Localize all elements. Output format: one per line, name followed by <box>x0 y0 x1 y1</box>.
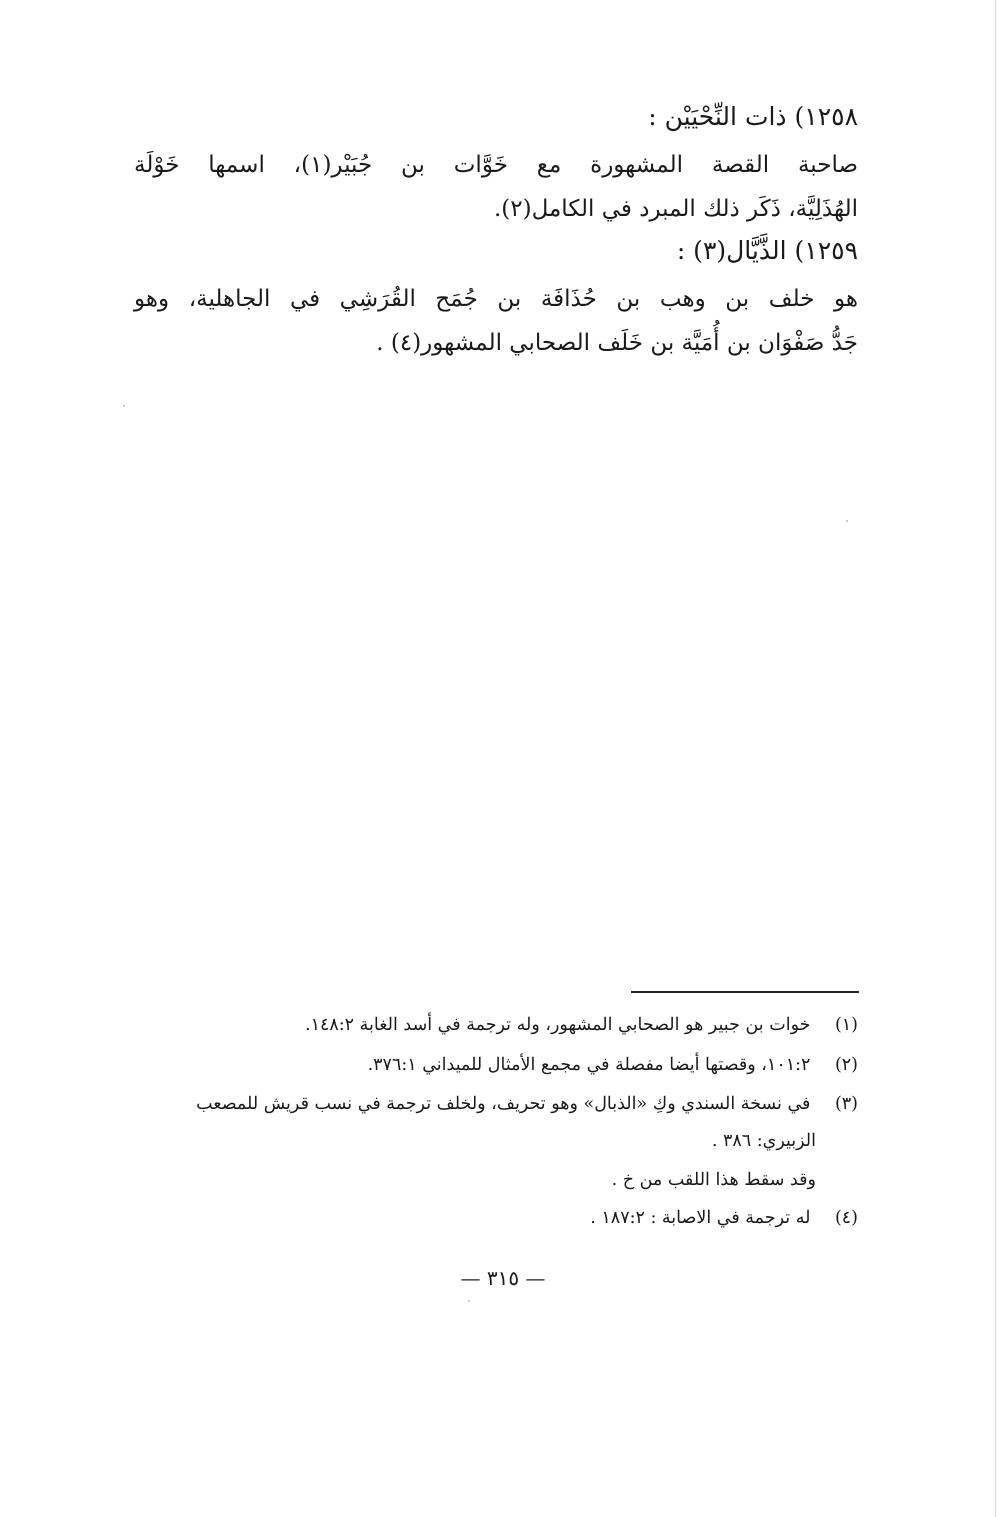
footnote-number: (٣) <box>834 1094 858 1114</box>
footnote-number: (١) <box>834 1015 858 1035</box>
page-number: — ٣١٥ — <box>460 1266 546 1290</box>
footnote-continuation: وقد سقط هذا اللقب من خ . <box>611 1170 816 1190</box>
footnote-text: ١٠١:٢، وقصتها أيضا مفصلة في مجمع الأمثال للميداني ٣٧٦:١. <box>367 1055 811 1075</box>
scan-speck <box>846 520 848 522</box>
footnote-text: في نسخة السندي وكِ «الذبال» وهو تحريف، ولخلف ترجمة في نسب قريش للمصعب <box>196 1094 811 1114</box>
footnote-continuation: الزبيري: ٣٨٦ . <box>711 1131 816 1151</box>
footnote-text: خوات بن جبير هو الصحابي المشهور، وله ترجمة في أسد الغابة ١٤٨:٢. <box>304 1015 811 1035</box>
footnote <box>590 1208 858 1228</box>
scan-speck <box>123 405 125 407</box>
entry-body-line: جَدُّ صَفْوَان بن أُمَيَّة بن خَلَف الصحابي المشهور(٤) . <box>376 330 858 356</box>
entry-body-line: هو خلف بن وهب بن حُذَافَة بن جُمَح القُرَشِي في الجاهلية، وهو <box>134 286 858 312</box>
footnote <box>368 1055 858 1075</box>
footnote-separator <box>631 991 859 993</box>
entry-number: ١٢٥٩) <box>794 236 858 265</box>
footnote-text: له ترجمة في الاصابة : ١٨٧:٢ . <box>590 1208 811 1228</box>
footnote <box>196 1094 858 1114</box>
entry-heading <box>648 102 858 131</box>
entry-title: ذات النِّحْيَيْن : <box>648 102 787 131</box>
footnote-number: (٤) <box>834 1208 858 1228</box>
scan-speck <box>468 1300 470 1302</box>
entry-body-line: صاحبة القصة المشهورة مع خَوَّات بن جُبَيْر(١)، اسمها خَوْلَة <box>134 152 858 178</box>
entry-body-line: الهُذَلِيَّة، ذَكَر ذلك المبرد في الكامل(٢). <box>493 196 858 222</box>
footnote-number: (٢) <box>834 1055 858 1075</box>
entry-number: ١٢٥٨) <box>794 102 858 131</box>
footnote <box>305 1015 858 1035</box>
entry-title: الذَّيَّال(٣) : <box>676 236 787 265</box>
entry-heading <box>677 236 858 265</box>
